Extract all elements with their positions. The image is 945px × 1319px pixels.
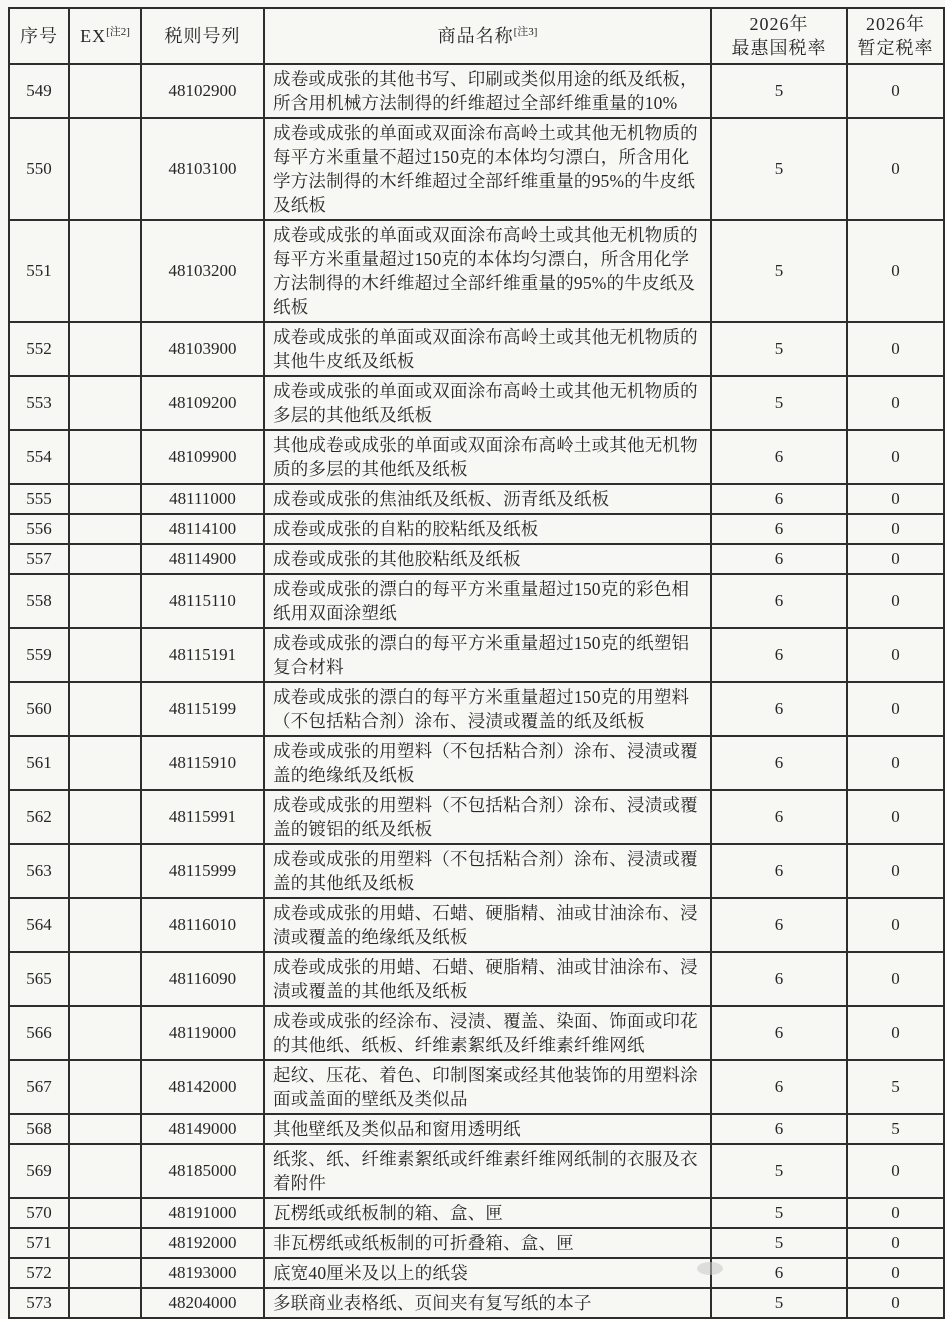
row-code: 48185000 <box>141 1144 264 1198</box>
row-prov-rate: 0 <box>847 118 944 220</box>
row-mfn-rate: 6 <box>711 574 847 628</box>
row-name: 成卷或成张的用蜡、石蜡、硬脂精、油或甘油涂布、浸渍或覆盖的其他纸及纸板 <box>264 952 711 1006</box>
row-name: 成卷或成张的漂白的每平方米重量超过150克的彩色相纸用双面涂塑纸 <box>264 574 711 628</box>
row-serial: 556 <box>9 514 69 544</box>
row-mfn-rate: 5 <box>711 322 847 376</box>
row-mfn-rate: 6 <box>711 736 847 790</box>
row-ex <box>69 1258 141 1288</box>
row-name: 成卷或成张的漂白的每平方米重量超过150克的纸塑铝复合材料 <box>264 628 711 682</box>
row-serial: 562 <box>9 790 69 844</box>
row-prov-rate: 0 <box>847 322 944 376</box>
row-ex <box>69 844 141 898</box>
row-serial: 552 <box>9 322 69 376</box>
row-name: 成卷或成张的用蜡、石蜡、硬脂精、油或甘油涂布、浸渍或覆盖的绝缘纸及纸板 <box>264 898 711 952</box>
table-row <box>9 1006 944 1060</box>
row-mfn-rate: 5 <box>711 220 847 322</box>
table-row <box>9 898 944 952</box>
row-mfn-rate: 5 <box>711 118 847 220</box>
row-prov-rate: 0 <box>847 1198 944 1228</box>
row-mfn-rate: 6 <box>711 898 847 952</box>
row-name: 其他壁纸及类似品和窗用透明纸 <box>264 1114 711 1144</box>
table-row <box>9 376 944 430</box>
table-row <box>9 790 944 844</box>
row-serial: 573 <box>9 1288 69 1318</box>
row-ex <box>69 1228 141 1258</box>
row-prov-rate: 0 <box>847 1144 944 1198</box>
table-row <box>9 1144 944 1198</box>
row-mfn-rate: 5 <box>711 1198 847 1228</box>
row-name: 成卷或成张的其他胶粘纸及纸板 <box>264 544 711 574</box>
row-ex <box>69 1114 141 1144</box>
row-ex <box>69 1144 141 1198</box>
row-mfn-rate: 5 <box>711 376 847 430</box>
row-code: 48103100 <box>141 118 264 220</box>
row-code: 48142000 <box>141 1060 264 1114</box>
row-serial: 568 <box>9 1114 69 1144</box>
row-mfn-rate: 6 <box>711 1006 847 1060</box>
row-prov-rate: 0 <box>847 1288 944 1318</box>
row-prov-rate: 5 <box>847 1114 944 1144</box>
row-name: 成卷或成张的用塑料（不包括粘合剂）涂布、浸渍或覆盖的镀铝的纸及纸板 <box>264 790 711 844</box>
row-code: 48102900 <box>141 64 264 118</box>
row-prov-rate: 0 <box>847 628 944 682</box>
table-row <box>9 1114 944 1144</box>
row-mfn-rate: 6 <box>711 628 847 682</box>
row-ex <box>69 628 141 682</box>
row-mfn-rate: 6 <box>711 1060 847 1114</box>
row-serial: 571 <box>9 1228 69 1258</box>
row-name: 成卷或成张的单面或双面涂布高岭土或其他无机物质的每平方米重量不超过150克的本体均匀漂白，所含用化学方法制得的木纤维超过全部纤维重量的95%的牛皮纸及纸板 <box>264 118 711 220</box>
row-code: 48192000 <box>141 1228 264 1258</box>
table-row <box>9 682 944 736</box>
row-prov-rate: 0 <box>847 484 944 514</box>
row-name: 成卷或成张的单面或双面涂布高岭土或其他无机物质的多层的其他纸及纸板 <box>264 376 711 430</box>
row-mfn-rate: 6 <box>711 952 847 1006</box>
tariff-schedule-page <box>8 7 944 1319</box>
row-prov-rate: 0 <box>847 682 944 736</box>
row-prov-rate: 0 <box>847 736 944 790</box>
row-name: 成卷或成张的用塑料（不包括粘合剂）涂布、浸渍或覆盖的其他纸及纸板 <box>264 844 711 898</box>
row-name: 成卷或成张的单面或双面涂布高岭土或其他无机物质的其他牛皮纸及纸板 <box>264 322 711 376</box>
row-mfn-rate: 6 <box>711 430 847 484</box>
row-mfn-rate: 6 <box>711 514 847 544</box>
row-name: 多联商业表格纸、页间夹有复写纸的本子 <box>264 1288 711 1318</box>
row-ex <box>69 376 141 430</box>
row-code: 48115999 <box>141 844 264 898</box>
row-prov-rate: 0 <box>847 430 944 484</box>
row-name: 成卷或成张的其他书写、印刷或类似用途的纸及纸板，所含用机械方法制得的纤维超过全部纤维重量的10% <box>264 64 711 118</box>
row-prov-rate: 0 <box>847 514 944 544</box>
row-code: 48204000 <box>141 1288 264 1318</box>
row-code: 48115991 <box>141 790 264 844</box>
row-ex <box>69 898 141 952</box>
row-serial: 554 <box>9 430 69 484</box>
row-serial: 553 <box>9 376 69 430</box>
table-row <box>9 628 944 682</box>
row-ex <box>69 790 141 844</box>
row-ex <box>69 430 141 484</box>
row-code: 48115910 <box>141 736 264 790</box>
row-mfn-rate: 5 <box>711 1228 847 1258</box>
row-code: 48116090 <box>141 952 264 1006</box>
row-ex <box>69 574 141 628</box>
header-ex-note: [注2] <box>106 26 130 38</box>
row-name: 成卷或成张的漂白的每平方米重量超过150克的用塑料（不包括粘合剂）涂布、浸渍或覆盖的纸及纸板 <box>264 682 711 736</box>
row-mfn-rate: 6 <box>711 544 847 574</box>
row-code: 48193000 <box>141 1258 264 1288</box>
row-serial: 567 <box>9 1060 69 1114</box>
row-serial: 563 <box>9 844 69 898</box>
row-serial: 560 <box>9 682 69 736</box>
table-row <box>9 1258 944 1288</box>
table-row <box>9 1288 944 1318</box>
row-ex <box>69 1060 141 1114</box>
table-body <box>9 64 944 1318</box>
row-code: 48115191 <box>141 628 264 682</box>
row-ex <box>69 514 141 544</box>
row-code: 48115110 <box>141 574 264 628</box>
row-prov-rate: 0 <box>847 1228 944 1258</box>
row-name: 瓦楞纸或纸板制的箱、盒、匣 <box>264 1198 711 1228</box>
table-row <box>9 952 944 1006</box>
table-row <box>9 1228 944 1258</box>
row-prov-rate: 0 <box>847 574 944 628</box>
table-row <box>9 844 944 898</box>
header-name: 商品名称[注3] <box>264 8 711 64</box>
row-ex <box>69 1198 141 1228</box>
row-ex <box>69 220 141 322</box>
table-row <box>9 1198 944 1228</box>
row-code: 48109900 <box>141 430 264 484</box>
row-prov-rate: 0 <box>847 1006 944 1060</box>
row-code: 48116010 <box>141 898 264 952</box>
row-mfn-rate: 5 <box>711 1144 847 1198</box>
row-ex <box>69 544 141 574</box>
row-serial: 569 <box>9 1144 69 1198</box>
table-row <box>9 544 944 574</box>
row-mfn-rate: 6 <box>711 484 847 514</box>
row-name: 其他成卷或成张的单面或双面涂布高岭土或其他无机物质的多层的其他纸及纸板 <box>264 430 711 484</box>
header-code: 税则号列 <box>141 8 264 64</box>
row-serial: 555 <box>9 484 69 514</box>
row-serial: 549 <box>9 64 69 118</box>
row-code: 48103200 <box>141 220 264 322</box>
row-name: 成卷或成张的用塑料（不包括粘合剂）涂布、浸渍或覆盖的绝缘纸及纸板 <box>264 736 711 790</box>
row-name: 非瓦楞纸或纸板制的可折叠箱、盒、匣 <box>264 1228 711 1258</box>
table-row <box>9 322 944 376</box>
table-row <box>9 1060 944 1114</box>
table-row <box>9 736 944 790</box>
table-row <box>9 118 944 220</box>
row-mfn-rate: 6 <box>711 1114 847 1144</box>
row-ex <box>69 484 141 514</box>
row-code: 48114100 <box>141 514 264 544</box>
row-name: 成卷或成张的经涂布、浸渍、覆盖、染面、饰面或印花的其他纸、纸板、纤维素絮纸及纤维素纤维网纸 <box>264 1006 711 1060</box>
row-ex <box>69 1006 141 1060</box>
row-name: 起纹、压花、着色、印制图案或经其他装饰的用塑料涂面或盖面的壁纸及类似品 <box>264 1060 711 1114</box>
tariff-table <box>8 7 945 1319</box>
row-serial: 565 <box>9 952 69 1006</box>
table-row <box>9 484 944 514</box>
table-row <box>9 574 944 628</box>
row-ex <box>69 1288 141 1318</box>
row-mfn-rate: 6 <box>711 790 847 844</box>
row-prov-rate: 0 <box>847 544 944 574</box>
row-prov-rate: 0 <box>847 844 944 898</box>
row-prov-rate: 0 <box>847 1258 944 1288</box>
row-serial: 559 <box>9 628 69 682</box>
row-prov-rate: 0 <box>847 790 944 844</box>
row-serial: 561 <box>9 736 69 790</box>
row-prov-rate: 0 <box>847 952 944 1006</box>
row-name: 纸浆、纸、纤维素絮纸或纤维素纤维网纸制的衣服及衣着附件 <box>264 1144 711 1198</box>
header-provisional-rate: 2026年 暂定税率 <box>847 8 944 64</box>
row-serial: 564 <box>9 898 69 952</box>
row-mfn-rate: 5 <box>711 1288 847 1318</box>
row-name: 成卷或成张的自粘的胶粘纸及纸板 <box>264 514 711 544</box>
row-prov-rate: 0 <box>847 64 944 118</box>
row-serial: 566 <box>9 1006 69 1060</box>
row-mfn-rate: 6 <box>711 844 847 898</box>
header-serial: 序号 <box>9 8 69 64</box>
row-ex <box>69 736 141 790</box>
row-code: 48114900 <box>141 544 264 574</box>
row-mfn-rate: 6 <box>711 1258 847 1288</box>
row-name: 底宽40厘米及以上的纸袋 <box>264 1258 711 1288</box>
row-prov-rate: 0 <box>847 898 944 952</box>
row-code: 48115199 <box>141 682 264 736</box>
row-ex <box>69 118 141 220</box>
row-serial: 572 <box>9 1258 69 1288</box>
table-row <box>9 220 944 322</box>
row-code: 48109200 <box>141 376 264 430</box>
row-serial: 570 <box>9 1198 69 1228</box>
header-row <box>9 8 944 64</box>
row-prov-rate: 5 <box>847 1060 944 1114</box>
row-serial: 557 <box>9 544 69 574</box>
row-prov-rate: 0 <box>847 376 944 430</box>
row-code: 48149000 <box>141 1114 264 1144</box>
row-serial: 550 <box>9 118 69 220</box>
row-ex <box>69 682 141 736</box>
row-name: 成卷或成张的焦油纸及纸板、沥青纸及纸板 <box>264 484 711 514</box>
row-code: 48103900 <box>141 322 264 376</box>
table-row <box>9 514 944 544</box>
header-mfn-rate: 2026年 最惠国税率 <box>711 8 847 64</box>
row-mfn-rate: 5 <box>711 64 847 118</box>
table-header <box>9 8 944 64</box>
row-ex <box>69 64 141 118</box>
row-prov-rate: 0 <box>847 220 944 322</box>
header-name-note: [注3] <box>513 26 538 38</box>
table-row <box>9 430 944 484</box>
row-mfn-rate: 6 <box>711 682 847 736</box>
row-ex <box>69 952 141 1006</box>
row-name: 成卷或成张的单面或双面涂布高岭土或其他无机物质的每平方米重量超过150克的本体均匀漂白，所含用化学方法制得的木纤维超过全部纤维重量的95%的牛皮纸及纸板 <box>264 220 711 322</box>
row-serial: 551 <box>9 220 69 322</box>
row-ex <box>69 322 141 376</box>
row-code: 48111000 <box>141 484 264 514</box>
header-ex: EX[注2] <box>69 8 141 64</box>
row-code: 48191000 <box>141 1198 264 1228</box>
row-code: 48119000 <box>141 1006 264 1060</box>
table-row <box>9 64 944 118</box>
row-serial: 558 <box>9 574 69 628</box>
